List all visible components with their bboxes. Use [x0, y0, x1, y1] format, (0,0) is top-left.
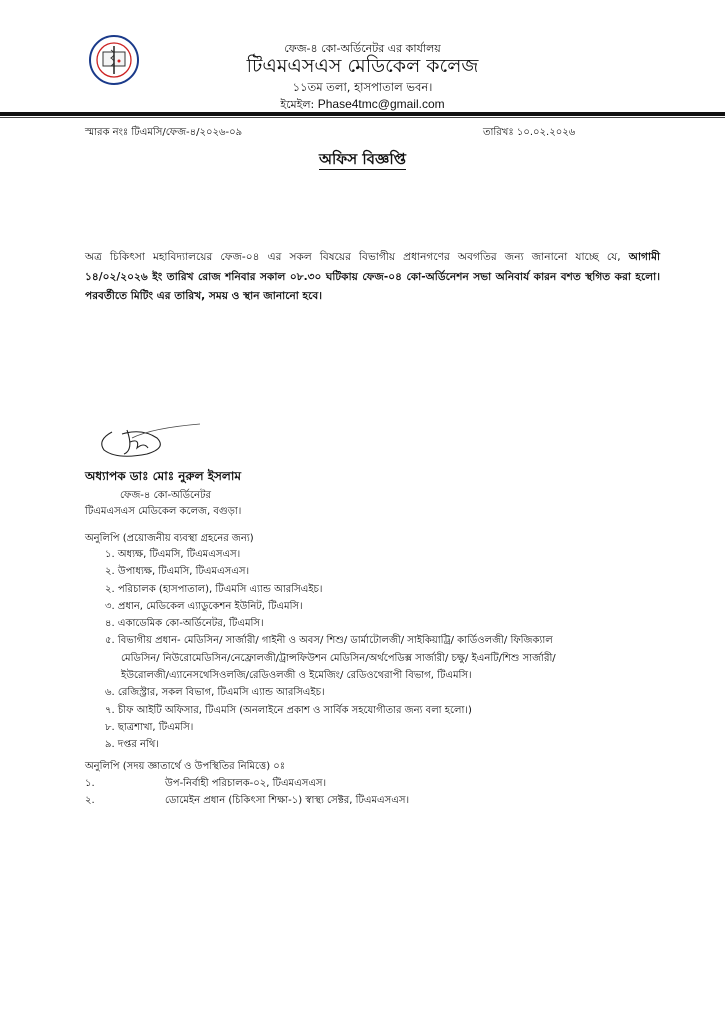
page-title — [0, 148, 725, 173]
list-item: ১. অধ্যক্ষ, টিএমসি, টিএমএসএস। — [105, 549, 241, 560]
college-name: টিএমএসএস মেডিকেল কলেজ — [246, 55, 479, 77]
body-bold: আগামী ১৪/০২/২০২৬ ইং তারিখ রোজ শনিবার সকাল ০৮.৩০ ঘটিকায় ফেজ-০৪ কো-অর্ডিনেশন সভা অনিবার্য কারন বশত স্থগিত করা হলো। পরবর্তীতে মিটিং এর তারিখ, সময় ও স্থান জানানো হবে। — [85, 251, 660, 302]
list-item: ৪. একাডেমিক কো-অর্ডিনেটর, টিএমসি। — [105, 618, 264, 630]
list-number: ২. — [85, 795, 95, 806]
list-item: ২. উপাধ্যক্ষ, টিএমসি, টিএমএসএস। — [105, 566, 250, 578]
list-item-text: ডোমেইন প্রধান (চিকিৎসা শিক্ষা-১) স্বাস্থ্য সেক্টর, টিএমএসএস। — [165, 795, 410, 806]
list-item: ৩. প্রধান, মেডিকেল এ্যাডুকেশন ইউনিট, টিএমসি। — [105, 600, 303, 612]
list-item: ৮. ছাত্রশাখা, টিএমসি। — [105, 721, 194, 733]
cc-info-list — [85, 775, 409, 809]
list-item — [105, 632, 705, 684]
list-item-continuation: মেডিসিন/ নিউরোমেডিসিন/নেফ্রোলজী/ট্রান্সফিউশন মেডিসিন/অর্থপেডিক্স সার্জারী/ চক্ষু/ ইএনটি/শিশু সার্জারী/ — [121, 652, 556, 664]
body-normal: অত্র চিকিৎসা মহাবিদ্যালয়ের ফেজ-০৪ এর সকল বিষয়ের বিভাগীয় প্রধানগণের অবগতির জন্য জানানো যাচ্ছে যে, — [85, 251, 629, 263]
date: তারিখঃ ১০.০২.২০২৬ — [483, 127, 576, 138]
office-name: ফেজ-৪ কো-অর্ডিনেটর এর কার্যালয় — [284, 42, 441, 55]
signatory-role: ফেজ-৪ কো-অর্ডিনেটর — [120, 490, 211, 501]
list-item-text: ৫. বিভাগীয় প্রধান- মেডিসিন/ সার্জারী/ গাইনী ও অবস/ শিশু/ ডার্মাটোলজী/ সাইকিয়াট্রি/ কার্ডিওলজী/ ফিজিক্যাল — [105, 635, 553, 647]
notice-body — [85, 248, 660, 307]
header-divider-thin — [0, 117, 725, 118]
cc-action-list — [105, 546, 705, 754]
list-item: ৬. রেজিস্ট্রার, সকল বিভাগ, টিএমসি এ্যান্ড আরসিএইচ। — [105, 687, 325, 699]
memo-number: স্মারক নংঃ টিএমসি/ফেজ-৪/২০২৬-০৯ — [85, 127, 243, 138]
cc-info-heading: অনুলিপি (সদয় জ্ঞাতার্থে ও উপস্থিতির নিমিত্তে) ০ঃ — [85, 761, 286, 772]
header-divider — [0, 112, 725, 116]
list-item-continuation: ইউরোলজী/এ্যানেসথেসিওলজি/রেডিওলজী ও ইমেজিং/ রেডিওথেরাপী বিভাগ, টিএমসি। — [121, 670, 472, 682]
email-address[interactable]: Phase4tmc@gmail.com — [317, 97, 445, 111]
list-item: ৭. চীফ আইটি অফিসার, টিএমসি (অনলাইনে প্রকাশ ও সার্বিক সহযোগীতার জন্য বলা হলো।) — [105, 704, 472, 716]
list-item — [85, 792, 409, 809]
address: ১১তম তলা, হাসপাতাল ভবন। — [292, 80, 433, 94]
title-text: অফিস বিজ্ঞপ্তি — [319, 150, 406, 168]
signature-icon — [92, 420, 202, 460]
list-item — [85, 775, 409, 792]
signatory-name: অধ্যাপক ডাঃ মোঃ নুরুল ইসলাম — [85, 469, 242, 483]
list-item: ৯. দপ্তর নথি। — [105, 739, 159, 751]
email-label: ইমেইল: — [280, 98, 315, 111]
signatory-org: টিএমএসএস মেডিকেল কলেজ, বগুড়া। — [85, 506, 242, 517]
list-item: ২. পরিচালক (হাসপাতাল), টিএমসি এ্যান্ড আরসিএইচ। — [105, 583, 323, 595]
list-number: ১. — [85, 778, 95, 789]
cc-action-heading: অনুলিপি (প্রয়োজনীয় ব্যবস্থা গ্রহনের জন্য) — [85, 533, 254, 544]
list-item-text: উপ-নির্বাহী পরিচালক-০২, টিএমএসএস। — [165, 778, 327, 789]
